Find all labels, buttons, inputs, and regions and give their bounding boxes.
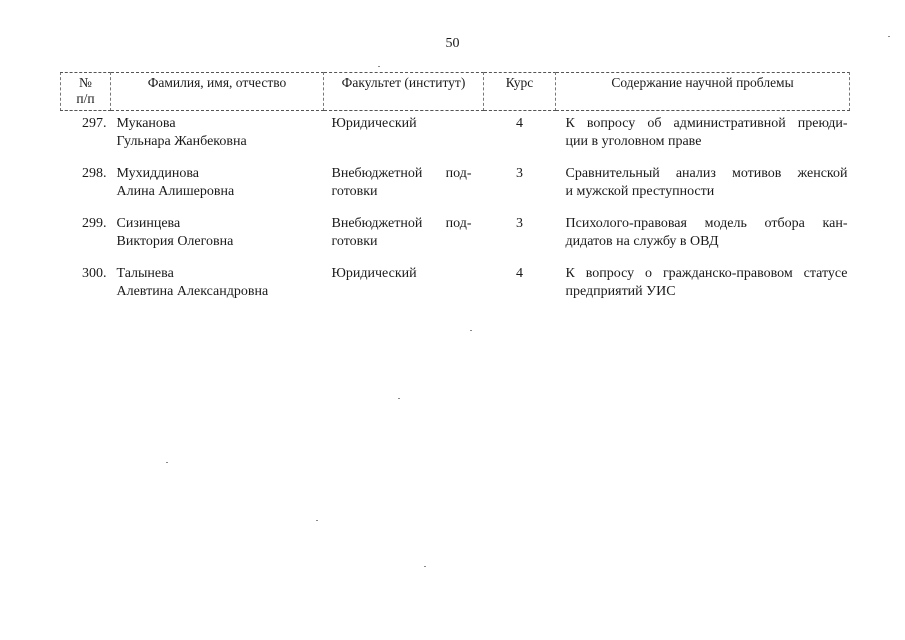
student-given-names: Гульнара Жанбековна bbox=[116, 134, 247, 149]
faculty bbox=[324, 161, 484, 211]
student-given-names: Виктория Олеговна bbox=[116, 234, 234, 249]
students-table-container bbox=[60, 72, 849, 311]
faculty-line-1: Внебюджетной под- bbox=[331, 166, 472, 181]
student-name bbox=[111, 211, 324, 261]
research-topic bbox=[556, 161, 850, 211]
student-surname: Сизинцева bbox=[116, 216, 181, 231]
topic-line-1: К вопросу о гражданско-правовом статусе bbox=[565, 266, 848, 281]
scan-speck bbox=[378, 66, 380, 67]
faculty-line-2: готовки bbox=[331, 234, 378, 249]
header-faculty: Факультет (институт) bbox=[324, 73, 484, 111]
scan-speck bbox=[316, 520, 318, 521]
student-name bbox=[111, 111, 324, 162]
row-number: 300. bbox=[82, 266, 107, 281]
course: 3 bbox=[516, 166, 523, 181]
faculty-line-1: Юридический bbox=[331, 116, 417, 131]
topic-line-1: К вопросу об административной преюди- bbox=[565, 116, 848, 131]
student-surname: Мухиддинова bbox=[116, 166, 199, 181]
course: 3 bbox=[516, 216, 523, 231]
scan-speck bbox=[470, 330, 472, 331]
student-name bbox=[111, 261, 324, 311]
table-row bbox=[61, 161, 850, 211]
student-given-names: Алевтина Александровна bbox=[116, 284, 269, 299]
table-row bbox=[61, 261, 850, 311]
header-course: Курс bbox=[484, 73, 556, 111]
faculty-line-1: Внебюджетной под- bbox=[331, 216, 472, 231]
table-row bbox=[61, 111, 850, 162]
table-body bbox=[61, 111, 850, 312]
topic-line-2: и мужской преступности bbox=[565, 184, 715, 199]
student-surname: Талынева bbox=[116, 266, 174, 281]
table-row bbox=[61, 211, 850, 261]
table-header bbox=[61, 73, 850, 111]
topic-line-2: предприятий УИС bbox=[565, 284, 676, 299]
scan-speck bbox=[888, 36, 890, 37]
faculty bbox=[324, 111, 484, 162]
student-name bbox=[111, 161, 324, 211]
student-surname: Муканова bbox=[116, 116, 176, 131]
header-number-abbr: п/п bbox=[76, 91, 95, 106]
course: 4 bbox=[516, 116, 523, 131]
page-number: 50 bbox=[445, 36, 460, 51]
topic-line-1: Сравнительный анализ мотивов женской bbox=[565, 166, 848, 181]
header-name: Фамилия, имя, отчество bbox=[111, 73, 324, 111]
header-row bbox=[61, 73, 850, 111]
faculty bbox=[324, 261, 484, 311]
row-number: 299. bbox=[82, 216, 107, 231]
research-topic bbox=[556, 261, 850, 311]
scan-speck bbox=[166, 462, 168, 463]
topic-line-1: Психолого-правовая модель отбора кан- bbox=[565, 216, 848, 231]
research-topic bbox=[556, 111, 850, 162]
header-number-symbol: № bbox=[79, 75, 92, 90]
students-table bbox=[60, 72, 850, 311]
faculty-line-2: готовки bbox=[331, 184, 378, 199]
row-number: 298. bbox=[82, 166, 107, 181]
scan-speck bbox=[424, 566, 426, 567]
scan-speck bbox=[398, 398, 400, 399]
row-number: 297. bbox=[82, 116, 107, 131]
research-topic bbox=[556, 211, 850, 261]
header-topic: Содержание научной проблемы bbox=[556, 73, 850, 111]
topic-line-2: ции в уголовном праве bbox=[565, 134, 702, 149]
header-number bbox=[61, 73, 111, 111]
student-given-names: Алина Алишеровна bbox=[116, 184, 235, 199]
faculty bbox=[324, 211, 484, 261]
faculty-line-1: Юридический bbox=[331, 266, 417, 281]
topic-line-2: дидатов на службу в ОВД bbox=[565, 234, 719, 249]
course: 4 bbox=[516, 266, 523, 281]
